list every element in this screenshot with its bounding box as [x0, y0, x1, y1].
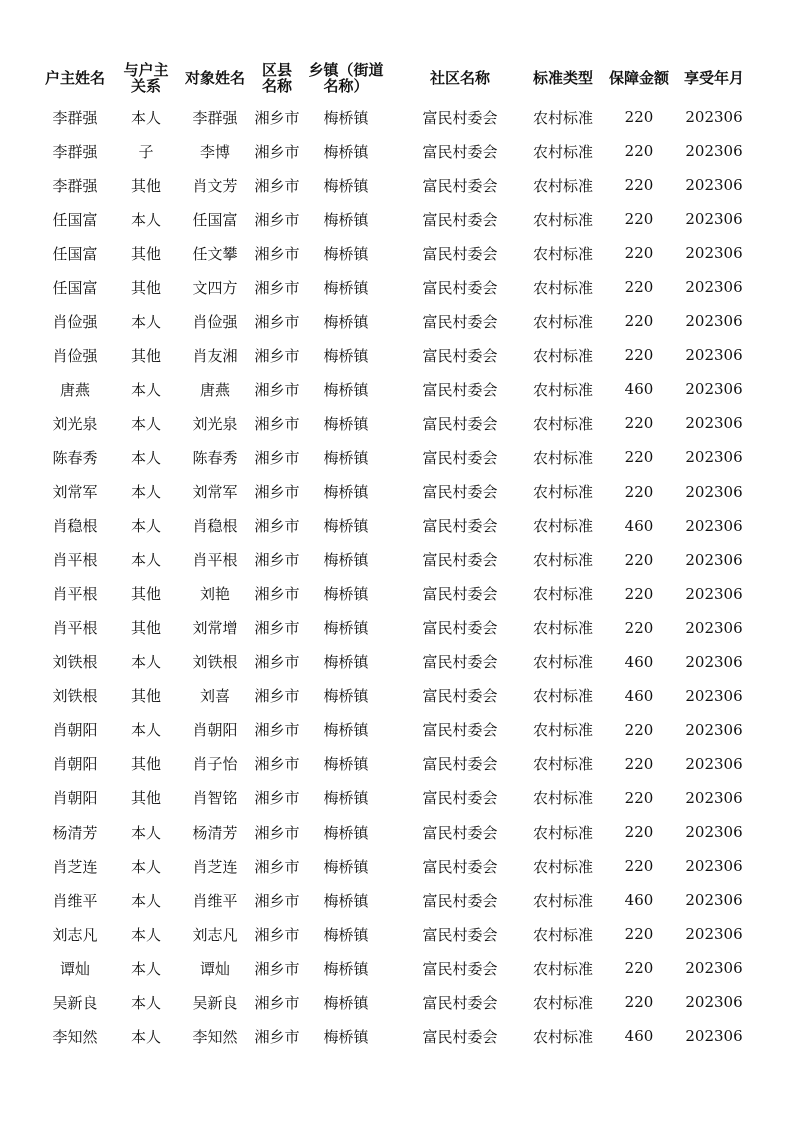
- cell-relationship: 本人: [130, 959, 161, 978]
- cell-period: 202306: [685, 346, 743, 365]
- cell-standard-type: 农村标准: [532, 687, 593, 706]
- cell-town: 梅桥镇: [323, 823, 369, 842]
- cell-relationship: 本人: [130, 312, 161, 331]
- header-relationship: 与户主 关系: [123, 61, 169, 95]
- cell-recipient-name: 肖智铭: [192, 789, 238, 808]
- table-row: [0, 611, 793, 645]
- cell-county: 湘乡市: [254, 448, 300, 467]
- cell-household-head-name: 谭灿: [59, 959, 90, 978]
- cell-relationship: 本人: [130, 108, 161, 127]
- cell-recipient-name: 肖维平: [192, 891, 238, 910]
- cell-relationship: 本人: [130, 517, 161, 536]
- cell-community: 富民村委会: [422, 687, 498, 706]
- cell-county: 湘乡市: [254, 380, 300, 399]
- table-row: [0, 951, 793, 985]
- cell-community: 富民村委会: [422, 176, 498, 195]
- cell-town: 梅桥镇: [323, 517, 369, 536]
- cell-relationship: 子: [138, 142, 154, 161]
- cell-period: 202306: [685, 891, 743, 910]
- cell-county: 湘乡市: [254, 891, 300, 910]
- cell-county: 湘乡市: [254, 653, 300, 672]
- cell-recipient-name: 任国富: [192, 210, 238, 229]
- cell-relationship: 其他: [130, 244, 161, 263]
- cell-town: 梅桥镇: [323, 108, 369, 127]
- cell-county: 湘乡市: [254, 210, 300, 229]
- cell-relationship: 本人: [130, 993, 161, 1012]
- cell-county: 湘乡市: [254, 244, 300, 263]
- cell-relationship: 本人: [130, 721, 161, 740]
- cell-period: 202306: [685, 1027, 743, 1046]
- cell-community: 富民村委会: [422, 517, 498, 536]
- table-row: [0, 1019, 793, 1053]
- cell-period: 202306: [685, 652, 743, 671]
- cell-county: 湘乡市: [254, 721, 300, 740]
- cell-county: 湘乡市: [254, 755, 300, 774]
- cell-amount: 460: [624, 1027, 654, 1046]
- cell-relationship: 本人: [130, 823, 161, 842]
- cell-amount: 220: [624, 108, 654, 127]
- cell-household-head-name: 肖俭强: [52, 312, 98, 331]
- header-standard-type: 标准类型: [532, 69, 593, 87]
- cell-recipient-name: 刘艳: [199, 585, 230, 604]
- cell-amount: 220: [624, 618, 654, 637]
- cell-household-head-name: 任国富: [52, 244, 98, 263]
- cell-relationship: 本人: [130, 925, 161, 944]
- cell-recipient-name: 任文攀: [192, 244, 238, 263]
- cell-relationship: 本人: [130, 891, 161, 910]
- cell-town: 梅桥镇: [323, 789, 369, 808]
- cell-standard-type: 农村标准: [532, 414, 593, 433]
- cell-county: 湘乡市: [254, 1027, 300, 1046]
- cell-standard-type: 农村标准: [532, 959, 593, 978]
- cell-standard-type: 农村标准: [532, 176, 593, 195]
- cell-town: 梅桥镇: [323, 278, 369, 297]
- cell-county: 湘乡市: [254, 346, 300, 365]
- cell-amount: 220: [624, 925, 654, 944]
- cell-county: 湘乡市: [254, 789, 300, 808]
- cell-town: 梅桥镇: [323, 857, 369, 876]
- cell-recipient-name: 刘铁根: [192, 653, 238, 672]
- table-row: [0, 645, 793, 679]
- cell-relationship: 其他: [130, 687, 161, 706]
- cell-recipient-name: 肖芝连: [192, 857, 238, 876]
- cell-standard-type: 农村标准: [532, 244, 593, 263]
- cell-community: 富民村委会: [422, 380, 498, 399]
- cell-town: 梅桥镇: [323, 619, 369, 638]
- cell-amount: 220: [624, 823, 654, 841]
- cell-period: 202306: [685, 516, 743, 535]
- cell-period: 202306: [685, 823, 743, 841]
- cell-period: 202306: [685, 380, 743, 399]
- cell-county: 湘乡市: [254, 142, 300, 161]
- table-row: [0, 236, 793, 270]
- cell-recipient-name: 李群强: [192, 108, 238, 127]
- cell-amount: 460: [624, 686, 654, 705]
- table-row: [0, 134, 793, 168]
- header-town: 乡镇（街道 名称）: [308, 61, 384, 95]
- cell-town: 梅桥镇: [323, 142, 369, 161]
- cell-community: 富民村委会: [422, 210, 498, 229]
- cell-community: 富民村委会: [422, 755, 498, 774]
- cell-county: 湘乡市: [254, 108, 300, 127]
- table-row: [0, 202, 793, 236]
- cell-household-head-name: 刘铁根: [52, 653, 98, 672]
- cell-county: 湘乡市: [254, 925, 300, 944]
- cell-recipient-name: 吴新良: [192, 993, 238, 1012]
- cell-period: 202306: [685, 312, 743, 331]
- cell-standard-type: 农村标准: [532, 789, 593, 808]
- table-row: [0, 849, 793, 883]
- cell-household-head-name: 吴新良: [52, 993, 98, 1012]
- cell-household-head-name: 刘光泉: [52, 414, 98, 433]
- cell-county: 湘乡市: [254, 993, 300, 1012]
- cell-community: 富民村委会: [422, 993, 498, 1012]
- cell-county: 湘乡市: [254, 619, 300, 638]
- cell-amount: 220: [624, 414, 654, 433]
- cell-town: 梅桥镇: [323, 483, 369, 502]
- cell-amount: 220: [624, 857, 654, 876]
- header-household-head-name: 户主姓名: [44, 69, 105, 87]
- cell-recipient-name: 肖俭强: [192, 312, 238, 331]
- cell-household-head-name: 陈春秀: [52, 448, 98, 467]
- cell-community: 富民村委会: [422, 448, 498, 467]
- cell-relationship: 本人: [130, 653, 161, 672]
- cell-relationship: 本人: [130, 414, 161, 433]
- cell-standard-type: 农村标准: [532, 653, 593, 672]
- cell-recipient-name: 刘常军: [192, 483, 238, 502]
- cell-relationship: 本人: [130, 483, 161, 502]
- cell-standard-type: 农村标准: [532, 925, 593, 944]
- cell-period: 202306: [685, 278, 743, 297]
- cell-recipient-name: 肖稳根: [192, 517, 238, 536]
- cell-period: 202306: [685, 142, 743, 161]
- cell-amount: 460: [624, 516, 654, 535]
- cell-period: 202306: [685, 550, 743, 569]
- table-row: [0, 883, 793, 917]
- header-county: 区县 名称: [261, 61, 292, 95]
- cell-community: 富民村委会: [422, 244, 498, 263]
- cell-household-head-name: 李群强: [52, 108, 98, 127]
- cell-standard-type: 农村标准: [532, 517, 593, 536]
- cell-household-head-name: 肖朝阳: [52, 721, 98, 740]
- table-row: [0, 577, 793, 611]
- cell-standard-type: 农村标准: [532, 619, 593, 638]
- cell-community: 富民村委会: [422, 142, 498, 161]
- cell-community: 富民村委会: [422, 959, 498, 978]
- cell-period: 202306: [685, 448, 743, 467]
- cell-standard-type: 农村标准: [532, 551, 593, 570]
- cell-community: 富民村委会: [422, 891, 498, 910]
- cell-amount: 220: [624, 448, 654, 467]
- cell-household-head-name: 肖平根: [52, 585, 98, 604]
- cell-standard-type: 农村标准: [532, 585, 593, 604]
- table-header: [0, 58, 793, 98]
- cell-household-head-name: 李知然: [52, 1027, 98, 1046]
- cell-period: 202306: [685, 857, 743, 876]
- table-row: [0, 679, 793, 713]
- cell-recipient-name: 肖子怡: [192, 755, 238, 774]
- cell-county: 湘乡市: [254, 551, 300, 570]
- table-row: [0, 304, 793, 338]
- cell-period: 202306: [685, 993, 743, 1012]
- cell-period: 202306: [685, 584, 743, 603]
- cell-town: 梅桥镇: [323, 448, 369, 467]
- cell-community: 富民村委会: [422, 1027, 498, 1046]
- cell-recipient-name: 陈春秀: [192, 448, 238, 467]
- cell-relationship: 本人: [130, 1027, 161, 1046]
- cell-town: 梅桥镇: [323, 176, 369, 195]
- cell-community: 富民村委会: [422, 823, 498, 842]
- cell-period: 202306: [685, 482, 743, 501]
- cell-town: 梅桥镇: [323, 755, 369, 774]
- cell-town: 梅桥镇: [323, 414, 369, 433]
- cell-community: 富民村委会: [422, 108, 498, 127]
- cell-county: 湘乡市: [254, 959, 300, 978]
- cell-household-head-name: 肖维平: [52, 891, 98, 910]
- cell-standard-type: 农村标准: [532, 380, 593, 399]
- cell-standard-type: 农村标准: [532, 278, 593, 297]
- cell-amount: 220: [624, 959, 654, 978]
- cell-household-head-name: 肖平根: [52, 619, 98, 638]
- cell-period: 202306: [685, 686, 743, 705]
- cell-period: 202306: [685, 959, 743, 978]
- table-row: [0, 815, 793, 849]
- cell-town: 梅桥镇: [323, 585, 369, 604]
- cell-relationship: 本人: [130, 857, 161, 876]
- cell-town: 梅桥镇: [323, 959, 369, 978]
- cell-county: 湘乡市: [254, 483, 300, 502]
- cell-household-head-name: 刘常军: [52, 483, 98, 502]
- cell-household-head-name: 任国富: [52, 210, 98, 229]
- cell-household-head-name: 李群强: [52, 142, 98, 161]
- table-row: [0, 372, 793, 406]
- cell-standard-type: 农村标准: [532, 755, 593, 774]
- cell-standard-type: 农村标准: [532, 891, 593, 910]
- cell-standard-type: 农村标准: [532, 142, 593, 161]
- cell-period: 202306: [685, 618, 743, 637]
- table-row: [0, 509, 793, 543]
- cell-recipient-name: 肖平根: [192, 551, 238, 570]
- cell-recipient-name: 刘志凡: [192, 925, 238, 944]
- cell-amount: 220: [624, 142, 654, 161]
- cell-town: 梅桥镇: [323, 551, 369, 570]
- cell-town: 梅桥镇: [323, 210, 369, 229]
- cell-county: 湘乡市: [254, 312, 300, 331]
- table-row: [0, 781, 793, 815]
- cell-period: 202306: [685, 244, 743, 263]
- cell-county: 湘乡市: [254, 414, 300, 433]
- cell-amount: 460: [624, 891, 654, 910]
- cell-relationship: 其他: [130, 585, 161, 604]
- cell-household-head-name: 肖芝连: [52, 857, 98, 876]
- cell-relationship: 其他: [130, 789, 161, 808]
- cell-period: 202306: [685, 754, 743, 773]
- cell-county: 湘乡市: [254, 857, 300, 876]
- cell-community: 富民村委会: [422, 925, 498, 944]
- cell-amount: 220: [624, 346, 654, 365]
- cell-relationship: 本人: [130, 380, 161, 399]
- cell-relationship: 其他: [130, 278, 161, 297]
- cell-household-head-name: 杨清芳: [52, 823, 98, 842]
- cell-period: 202306: [685, 925, 743, 944]
- cell-community: 富民村委会: [422, 721, 498, 740]
- cell-period: 202306: [685, 720, 743, 739]
- table-body: [0, 100, 793, 1053]
- cell-town: 梅桥镇: [323, 346, 369, 365]
- cell-standard-type: 农村标准: [532, 1027, 593, 1046]
- cell-period: 202306: [685, 108, 743, 127]
- cell-community: 富民村委会: [422, 653, 498, 672]
- cell-amount: 220: [624, 550, 654, 569]
- cell-standard-type: 农村标准: [532, 823, 593, 842]
- cell-community: 富民村委会: [422, 312, 498, 331]
- cell-amount: 220: [624, 482, 654, 501]
- cell-amount: 220: [624, 176, 654, 195]
- cell-community: 富民村委会: [422, 551, 498, 570]
- cell-household-head-name: 肖朝阳: [52, 755, 98, 774]
- table-row: [0, 270, 793, 304]
- cell-amount: 460: [624, 652, 654, 671]
- cell-standard-type: 农村标准: [532, 448, 593, 467]
- cell-town: 梅桥镇: [323, 687, 369, 706]
- cell-town: 梅桥镇: [323, 891, 369, 910]
- cell-town: 梅桥镇: [323, 244, 369, 263]
- cell-town: 梅桥镇: [323, 653, 369, 672]
- cell-household-head-name: 李群强: [52, 176, 98, 195]
- cell-relationship: 其他: [130, 619, 161, 638]
- cell-county: 湘乡市: [254, 517, 300, 536]
- cell-relationship: 本人: [130, 551, 161, 570]
- table-row: [0, 475, 793, 509]
- cell-amount: 220: [624, 312, 654, 331]
- cell-amount: 220: [624, 720, 654, 739]
- header-period: 享受年月: [683, 69, 744, 87]
- cell-town: 梅桥镇: [323, 925, 369, 944]
- cell-recipient-name: 肖文芳: [192, 176, 238, 195]
- cell-community: 富民村委会: [422, 857, 498, 876]
- cell-amount: 220: [624, 754, 654, 773]
- cell-recipient-name: 杨清芳: [192, 823, 238, 842]
- cell-amount: 220: [624, 584, 654, 603]
- cell-household-head-name: 任国富: [52, 278, 98, 297]
- cell-community: 富民村委会: [422, 483, 498, 502]
- cell-county: 湘乡市: [254, 278, 300, 297]
- cell-town: 梅桥镇: [323, 1027, 369, 1046]
- cell-standard-type: 农村标准: [532, 346, 593, 365]
- cell-standard-type: 农村标准: [532, 210, 593, 229]
- cell-relationship: 其他: [130, 755, 161, 774]
- cell-standard-type: 农村标准: [532, 483, 593, 502]
- cell-household-head-name: 肖稳根: [52, 517, 98, 536]
- cell-recipient-name: 刘喜: [199, 687, 230, 706]
- cell-recipient-name: 唐燕: [199, 380, 230, 399]
- cell-amount: 460: [624, 380, 654, 399]
- cell-community: 富民村委会: [422, 619, 498, 638]
- header-community: 社区名称: [429, 69, 490, 87]
- cell-household-head-name: 肖平根: [52, 551, 98, 570]
- table-row: [0, 338, 793, 372]
- cell-county: 湘乡市: [254, 585, 300, 604]
- cell-recipient-name: 刘光泉: [192, 414, 238, 433]
- table-row: [0, 917, 793, 951]
- cell-county: 湘乡市: [254, 823, 300, 842]
- cell-standard-type: 农村标准: [532, 993, 593, 1012]
- cell-household-head-name: 肖俭强: [52, 346, 98, 365]
- cell-recipient-name: 肖友湘: [192, 346, 238, 365]
- cell-community: 富民村委会: [422, 346, 498, 365]
- cell-relationship: 本人: [130, 210, 161, 229]
- cell-community: 富民村委会: [422, 585, 498, 604]
- cell-town: 梅桥镇: [323, 993, 369, 1012]
- cell-community: 富民村委会: [422, 789, 498, 808]
- header-amount: 保障金额: [608, 69, 669, 87]
- table-row: [0, 747, 793, 781]
- cell-town: 梅桥镇: [323, 312, 369, 331]
- table-row: [0, 440, 793, 474]
- cell-household-head-name: 唐燕: [59, 380, 90, 399]
- cell-standard-type: 农村标准: [532, 721, 593, 740]
- table-row: [0, 406, 793, 440]
- cell-county: 湘乡市: [254, 176, 300, 195]
- cell-standard-type: 农村标准: [532, 857, 593, 876]
- cell-county: 湘乡市: [254, 687, 300, 706]
- cell-town: 梅桥镇: [323, 721, 369, 740]
- cell-standard-type: 农村标准: [532, 108, 593, 127]
- cell-recipient-name: 肖朝阳: [192, 721, 238, 740]
- cell-recipient-name: 谭灿: [199, 959, 230, 978]
- cell-period: 202306: [685, 176, 743, 195]
- cell-household-head-name: 刘铁根: [52, 687, 98, 706]
- cell-amount: 220: [624, 278, 654, 297]
- cell-amount: 220: [624, 244, 654, 263]
- table-row: [0, 543, 793, 577]
- cell-relationship: 本人: [130, 448, 161, 467]
- cell-amount: 220: [624, 788, 654, 807]
- cell-household-head-name: 刘志凡: [52, 925, 98, 944]
- table-row: [0, 168, 793, 202]
- table-row: [0, 713, 793, 747]
- cell-recipient-name: 李知然: [192, 1027, 238, 1046]
- cell-amount: 220: [624, 210, 654, 229]
- cell-community: 富民村委会: [422, 278, 498, 297]
- cell-relationship: 其他: [130, 176, 161, 195]
- cell-period: 202306: [685, 210, 743, 229]
- cell-community: 富民村委会: [422, 414, 498, 433]
- cell-town: 梅桥镇: [323, 380, 369, 399]
- cell-relationship: 其他: [130, 346, 161, 365]
- cell-recipient-name: 刘常增: [192, 619, 238, 638]
- cell-household-head-name: 肖朝阳: [52, 789, 98, 808]
- cell-recipient-name: 李博: [199, 142, 230, 161]
- cell-standard-type: 农村标准: [532, 312, 593, 331]
- table-row: [0, 100, 793, 134]
- cell-period: 202306: [685, 414, 743, 433]
- cell-recipient-name: 文四方: [192, 278, 238, 297]
- header-recipient-name: 对象姓名: [184, 69, 245, 87]
- cell-period: 202306: [685, 788, 743, 807]
- cell-amount: 220: [624, 993, 654, 1012]
- table-row: [0, 985, 793, 1019]
